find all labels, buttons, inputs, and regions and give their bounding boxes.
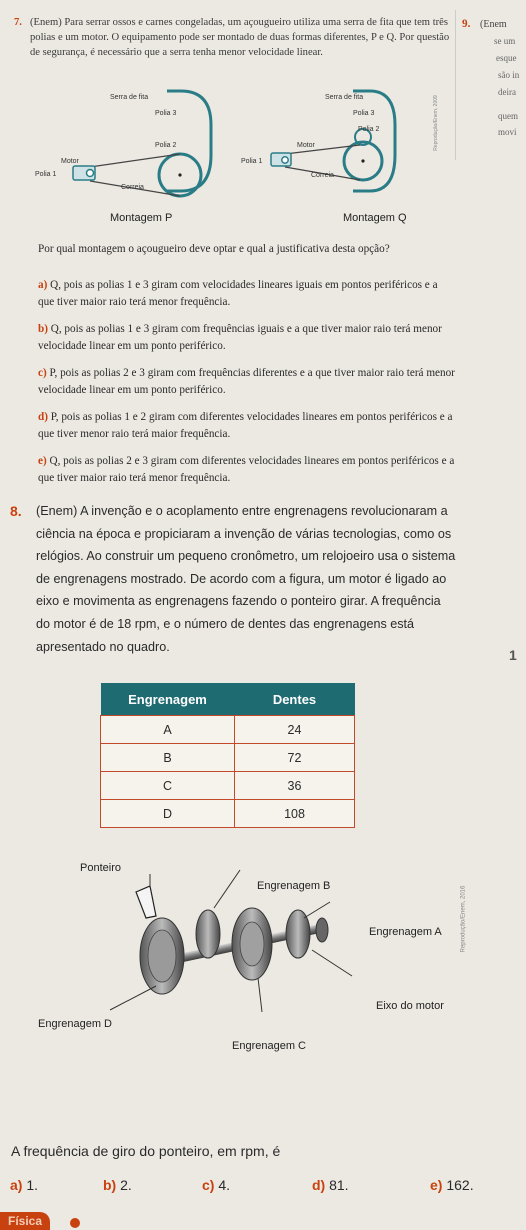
- figure-label-gear-d: Engrenagem D: [38, 1018, 112, 1030]
- q8-credit: Reprodução/Enem, 2016: [460, 885, 467, 953]
- q7-credit: Reprodução/Enem, 2009: [432, 95, 439, 151]
- figure-label-eixo: Eixo do motor: [376, 1000, 444, 1012]
- q9-number: 9.: [462, 18, 471, 30]
- p-motor-label: Motor: [61, 158, 79, 165]
- montagem-p-diagram: [35, 85, 235, 200]
- q9-fragment: são in: [498, 70, 520, 80]
- q9-fragment: quem: [498, 111, 518, 121]
- q-serra-label: Serra de fita: [325, 94, 364, 101]
- q7-intro-text: (Enem) Para serrar ossos e carnes congeladas, um açougueiro utiliza uma serra de fita que tem três polias e um motor. O equipamento pode ser montado de duas formas diferentes, P e Q. Por questão de segurança, é necessário que a serra tenha menor velocidade linear.: [30, 17, 450, 58]
- table-row: B 72: [101, 744, 355, 772]
- q9-fragment: esque: [496, 53, 517, 63]
- q7-option-b[interactable]: b) Q, pois as polias 1 e 3 giram com frequências iguais e a que tiver maior raio terá menor velocidade linear em um ponto periférico.: [38, 323, 442, 352]
- p-correia-label: Correia: [121, 184, 144, 191]
- p-polia1-label: Polia 1: [35, 171, 57, 178]
- q9-fragment: deira: [498, 87, 516, 97]
- subject-tab: Física: [0, 1212, 50, 1230]
- q-polia1-label: Polia 1: [241, 158, 263, 165]
- gear-teeth-table: [100, 683, 355, 828]
- p-polia3-label: Polia 3: [155, 110, 177, 117]
- table-row: C 36: [101, 772, 355, 800]
- table-row: D 108: [101, 800, 355, 828]
- q8-text: [10, 500, 456, 658]
- q-polia3-label: Polia 3: [353, 110, 375, 117]
- montagem-p-caption: Montagem P: [110, 212, 173, 224]
- q8-option-d[interactable]: d) 81.: [312, 1177, 349, 1193]
- q8-option-e[interactable]: e) 162.: [430, 1177, 474, 1193]
- figure-label-ponteiro: Ponteiro: [80, 862, 121, 874]
- q7-option-c[interactable]: c) P, pois as polias 2 e 3 giram com frequências diferentes e a que tiver maior raio terá menor velocidade linear em um ponto periférico.: [38, 367, 455, 396]
- q-motor-label: Motor: [297, 142, 315, 149]
- gear-system-figure: [90, 858, 380, 1018]
- q9-fragment: (Enem: [480, 19, 507, 30]
- q7-option-a[interactable]: a) Q, pois as polias 1 e 3 giram com velocidades lineares iguais em pontos periféricos e a que tiver maior raio terá menor frequência.: [38, 279, 438, 308]
- figure-label-gear-a: Engrenagem A: [369, 926, 442, 938]
- next-column-number: 1: [509, 647, 517, 663]
- q7-intro: [14, 15, 450, 60]
- montagem-q-diagram: [235, 85, 430, 200]
- figure-label-gear-b: Engrenagem B: [257, 880, 331, 892]
- column-divider: [455, 10, 456, 160]
- q9-fragment: se um: [494, 36, 516, 46]
- q8-question: A frequência de giro do ponteiro, em rpm, é: [11, 1143, 281, 1159]
- table-header-teeth: Dentes: [235, 683, 355, 716]
- q8-option-a[interactable]: a) 1.: [10, 1177, 39, 1193]
- footer-dot-icon: [70, 1218, 80, 1228]
- next-column-fragment: [458, 0, 526, 140]
- p-serra-label: Serra de fita: [110, 94, 149, 101]
- table-row: A 24: [101, 716, 355, 744]
- q7-question: Por qual montagem o açougueiro deve optar e qual a justificativa desta opção?: [38, 243, 390, 255]
- q7-option-e[interactable]: e) Q, pois as polias 2 e 3 giram com diferentes velocidades lineares em pontos periféricos e a que tiver maior raio terá menor frequência.: [38, 455, 455, 484]
- table-header-gear: Engrenagem: [101, 683, 235, 716]
- q8-body: (Enem) A invenção e o acoplamento entre engrenagens revolucionaram a ciência na época e propiciaram a invenção de várias tecnologias, como os relógios. Ao construir um pequeno cronômetro, um relojoeiro usa o sistema de engrenagens mostrado. De acordo com a figura, um motor é ligado ao eixo e movimenta as engrenagens fazendo o ponteiro girar. A frequência do motor é de 18 rpm, e o número de dentes das engrenagens está apresentado no quadro.: [36, 504, 456, 654]
- p-polia2-label: Polia 2: [155, 142, 177, 149]
- q9-fragment: movi: [498, 127, 517, 137]
- q8-option-c[interactable]: c) 4.: [202, 1177, 231, 1193]
- q7-number: 7.: [14, 17, 22, 28]
- q-correia-label: Correia: [311, 172, 334, 179]
- q7-option-d[interactable]: d) P, pois as polias 1 e 2 giram com diferentes velocidades lineares em pontos periféricos e a que tiver menor raio terá maior frequência.: [38, 411, 453, 440]
- montagem-q-caption: Montagem Q: [343, 212, 407, 224]
- q8-number: 8.: [10, 503, 22, 519]
- q-polia2-label: Polia 2: [358, 126, 380, 133]
- q8-option-b[interactable]: b) 2.: [103, 1177, 132, 1193]
- figure-label-gear-c: Engrenagem C: [232, 1040, 306, 1052]
